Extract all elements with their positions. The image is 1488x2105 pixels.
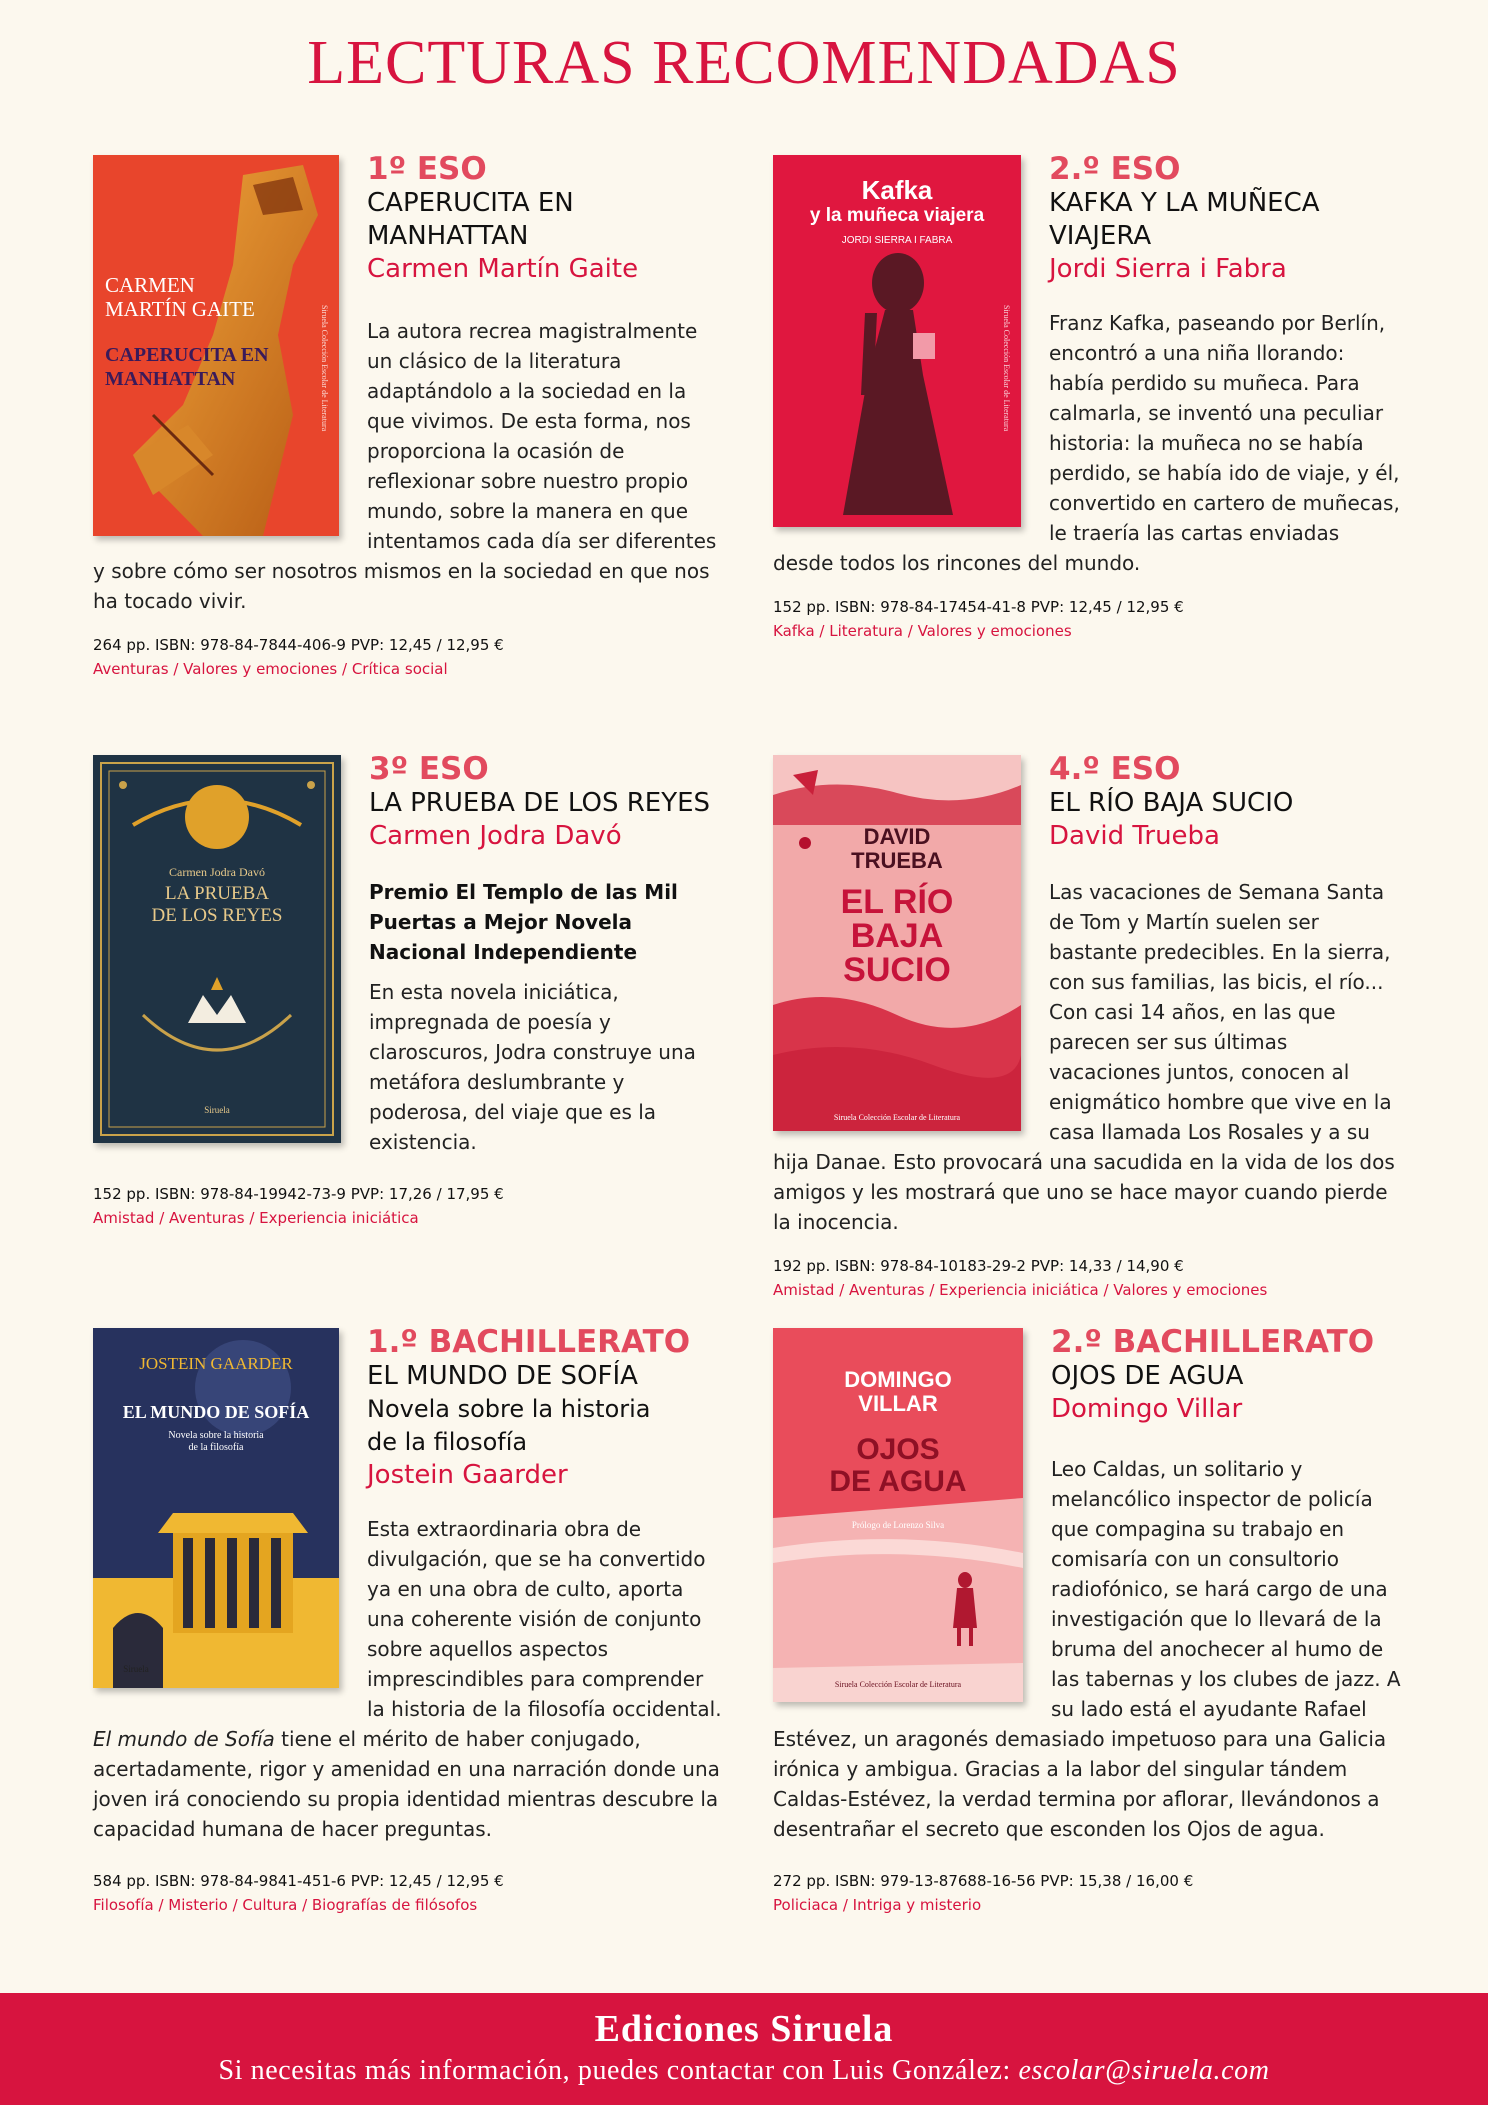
page-title: LECTURAS RECOMENDADAS [307,29,1181,97]
book-meta: 584 pp. ISBN: 978-84-9841-451-6 PVP: 12,45 / 12,95 € [93,1872,504,1890]
book-title: KAFKA Y LA MUÑECA VIAJERA [1049,188,1320,251]
book-title: CAPERUCITA EN MANHATTAN [367,188,574,251]
book-author: Domingo Villar [1051,1394,1243,1424]
book-description: Franz Kafka, paseando por Berlín, encontró a una niña llorando: había perdido su muñeca. Para calmarla, se inventó una peculiar historia: la muñeca no se había perdido, se había ido de viaje, y él, convertido en cartero de muñecas, le traería las cartas enviadas desde todos los rincones del mundo. [773,311,1400,575]
cover-publisher: Siruela Colección Escolar de Literatura [834,1680,962,1689]
footer-email-link[interactable]: escolar@siruela.com [1018,2055,1270,2086]
book-meta: 272 pp. ISBN: 979-13-87688-16-56 PVP: 15,38 / 16,00 € [773,1872,1194,1890]
book-subtitle: Novela sobre la historia de la filosofía [367,1395,651,1456]
cover-subtitle: Novela sobre la historia de la filosofía [168,1430,264,1453]
cover-title: Kafka y la muñeca viajera [809,175,985,226]
book-title: EL MUNDO DE SOFÍA [367,1361,638,1391]
cover-title: EL MUNDO DE SOFÍA [122,1402,310,1422]
footer-publisher: Ediciones Siruela [594,2008,894,2050]
footer-banner [0,1993,1488,2105]
book-cover-ojos-agua[interactable] [773,1328,1023,1702]
book-tags: Amistad / Aventuras / Experiencia iniciática [93,1209,419,1227]
book-title: OJOS DE AGUA [1051,1361,1244,1391]
book-author: Jostein Gaarder [367,1460,568,1490]
book-card-caperucita [93,151,723,715]
book-level: 1º ESO [367,151,487,187]
cover-publisher: Siruela [123,1664,149,1674]
book-level: 2.º ESO [1049,151,1181,187]
book-author: Jordi Sierra i Fabra [1049,254,1287,284]
cover-prologue: Prólogo de Lorenzo Silva [851,1520,945,1530]
book-meta: 192 pp. ISBN: 978-84-10183-29-2 PVP: 14,33 / 14,90 € [773,1257,1184,1275]
book-title: EL RÍO BAJA SUCIO [1049,788,1294,818]
book-tags: Aventuras / Valores y emociones / Crítica social [93,660,448,678]
book-cover-rio-baja-sucio[interactable] [773,755,1021,1131]
book-card-kafka [773,151,1403,715]
book-level: 1.º BACHILLERATO [367,1324,691,1360]
cover-title: LA PRUEBA DE LOS REYES [151,883,283,926]
book-description: Las vacaciones de Semana Santa de Tom y Martín suelen ser bastante predecibles. En la sierra, con sus familias, las bicis, el río... Con casi 14 años, en las que parecen ser sus últimas vacaciones juntos, conocen al enigmático hombre que vive en la casa llamada Los Rosales y a su hija Danae. Esto provocará una sacudida en la vida de los dos amigos y les mostrará que uno se hace mayor cuando pierde la inocencia. [773,880,1395,1234]
book-description: Esta extraordinaria obra de divulgación, que se ha convertido ya en una obra de culto, aporta una coherente visión de conjunto sobre aquellos aspectos imprescindibles para comprender la historia de la filosofía occidental. El mundo de Sofía tiene el mérito de haber conjugado, acertadamente, rigor y amenidad en una narración donde una joven irá conociendo su propia identidad mientras descubre la capacidad humana de hacer preguntas. [93,1517,722,1841]
book-level: 3º ESO [369,751,489,787]
cover-author: JORDI SIERRA I FABRA [841,235,953,246]
book-tags: Filosofía / Misterio / Cultura / Biografías de filósofos [93,1896,478,1914]
cover-publisher: Siruela [204,1105,230,1115]
book-description: La autora recrea magistralmente un clásico de la literatura adaptándolo a la sociedad en la que vivimos. De esta forma, nos proporciona la ocasión de reflexionar sobre nuestro propio mundo, sobre la manera en que intentamos cada día ser diferentes y sobre cómo ser nosotros mismos en la sociedad en que nos ha tocado vivir. [93,319,717,613]
book-description: En esta novela iniciática, impregnada de poesía y claroscuros, Jodra construye una metáfora deslumbrante y poderosa, del viaje que es la existencia. [369,980,696,1154]
book-card-ojos-agua [773,1324,1403,1914]
book-cover-kafka[interactable] [773,155,1021,527]
cover-author: Carmen Jodra Davó [169,865,265,879]
cover-author: JOSTEIN GAARDER [139,1354,293,1373]
book-author: Carmen Jodra Davó [369,821,622,851]
book-tags: Kafka / Literatura / Valores y emociones [773,622,1072,640]
cover-author: DAVID TRUEBA [851,824,943,873]
book-author: David Trueba [1049,821,1220,851]
book-tags: Policiaca / Intriga y misterio [773,1896,982,1914]
cover-spine-text: Siruela Colección Escolar de Literatura [320,305,329,432]
book-meta: 264 pp. ISBN: 978-84-7844-406-9 PVP: 12,45 / 12,95 € [93,636,504,654]
book-level: 4.º ESO [1049,751,1181,787]
book-level: 2.º BACHILLERATO [1051,1324,1375,1360]
cover-spine-text: Siruela Colección Escolar de Literatura [1002,305,1011,432]
book-card-prueba-reyes [93,751,723,1315]
book-card-rio-baja-sucio [773,751,1403,1315]
cover-title: CAPERUCITA EN MANHATTAN [105,344,269,390]
book-meta: 152 pp. ISBN: 978-84-19942-73-9 PVP: 17,26 / 17,95 € [93,1185,504,1203]
book-cover-mundo-sofia[interactable] [93,1328,339,1688]
cover-author: CARMEN MARTÍN GAITE [105,273,255,321]
book-card-mundo-sofia [93,1324,723,1914]
book-title: LA PRUEBA DE LOS REYES [369,788,711,818]
temple-illustration [93,1328,339,1688]
footer-contact-text: Si necesitas más información, puedes contactar con Luis González: [218,2055,1019,2086]
book-cover-caperucita[interactable] [93,155,339,536]
ornate-frame-illustration [93,755,341,1143]
book-author: Carmen Martín Gaite [367,254,639,284]
book-description: Leo Caldas, un solitario y melancólico inspector de policía que compagina su trabajo en comisaría con un consultorio radiofónico, se hará cargo de una investigación que lo llevará de la bruma del anochecer al humo de las tabernas y los clubes de jazz. A su lado está el ayudante Rafael Estévez, un aragonés demasiado impetuoso para una Galicia irónica y ambigua. Gracias a la labor del singular tándem Caldas-Estévez, la verdad termina por aflorar, llevándonos a desentrañar el secreto que esconden los Ojos de agua. [773,1457,1401,1841]
cover-title: EL RÍO BAJA SUCIO [840,883,954,989]
book-cover-prueba-reyes[interactable] [93,755,341,1143]
book-meta: 152 pp. ISBN: 978-84-17454-41-8 PVP: 12,45 / 12,95 € [773,598,1184,616]
book-award: Premio El Templo de las Mil Puertas a Mejor Novela Nacional Independiente [369,880,678,964]
cover-title: OJOS DE AGUA [829,1433,967,1498]
cover-author: DOMINGO VILLAR [844,1367,952,1416]
cover-publisher: Siruela Colección Escolar de Literatura [833,1113,961,1122]
book-tags: Amistad / Aventuras / Experiencia iniciática / Valores y emociones [773,1281,1268,1299]
footer-contact [0,2051,1488,2091]
